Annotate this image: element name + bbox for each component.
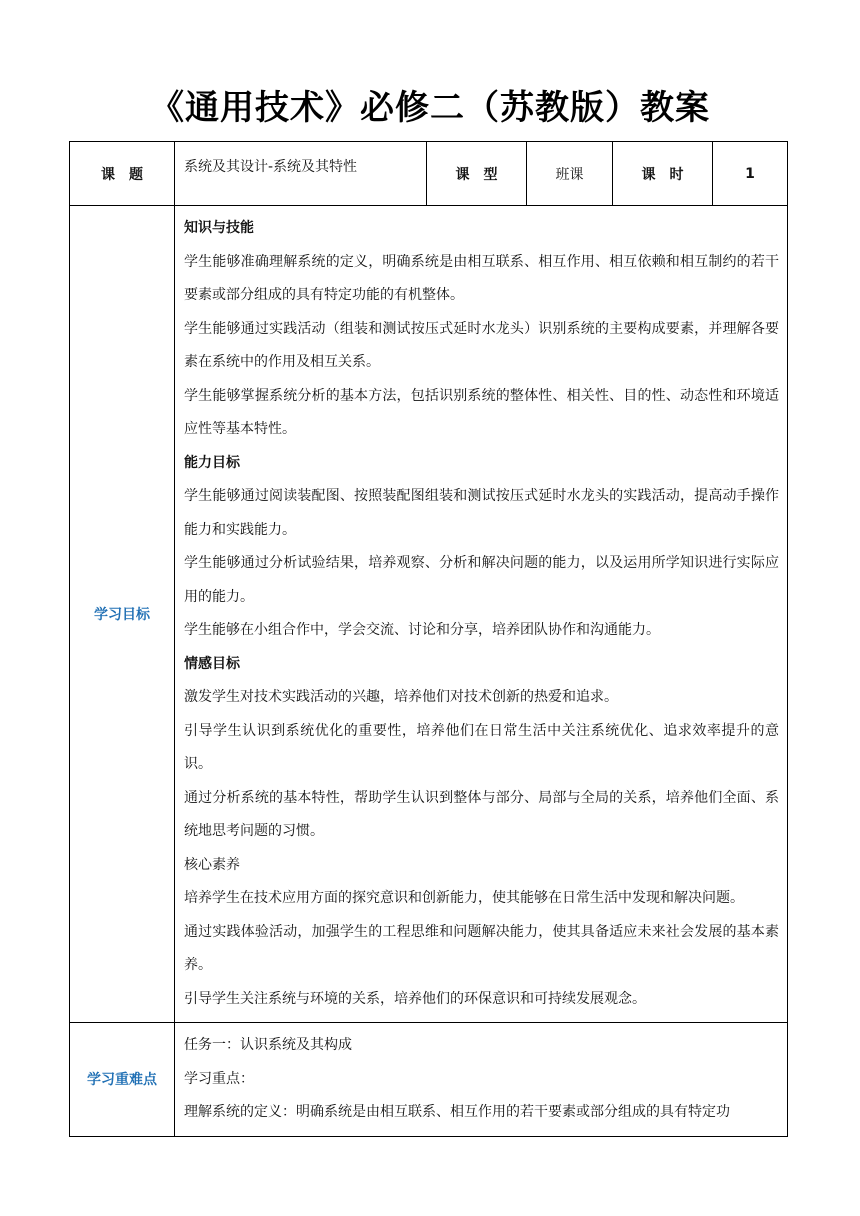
objectives-row [70, 206, 788, 1023]
topic-label: 课 题 [70, 142, 175, 206]
key-point-line: 理解系统的定义：明确系统是由相互联系、相互作用的若干要素或部分组成的具有特定功 [184, 1104, 730, 1120]
key-points-row [70, 1023, 788, 1137]
objective-section-heading: 情感目标 [184, 655, 240, 672]
objective-paragraph: 学生能够准确理解系统的定义，明确系统是由相互联系、相互作用、相互依赖和相互制约的若干要素或部分组成的具有特定功能的有机整体。 [184, 253, 779, 303]
header-row [70, 142, 788, 206]
objective-paragraph: 激发学生对技术实践活动的兴趣，培养他们对技术创新的热爱和追求。 [184, 689, 618, 705]
objective-paragraph: 培养学生在技术应用方面的探究意识和创新能力，使其能够在日常生活中发现和解决问题。 [184, 890, 744, 906]
objective-paragraph: 通过分析系统的基本特性，帮助学生认识到整体与部分、局部与全局的关系，培养他们全面、系统地思考问题的习惯。 [184, 789, 779, 839]
type-value: 班课 [527, 142, 613, 206]
key-points-label: 学习重难点 [70, 1023, 175, 1137]
document-title: 《通用技术》必修二（苏教版）教案 [150, 88, 710, 128]
objective-paragraph: 通过实践体验活动，加强学生的工程思维和问题解决能力，使其具备适应未来社会发展的基本素养。 [184, 923, 779, 973]
key-point-line: 任务一：认识系统及其构成 [184, 1037, 352, 1053]
lesson-plan-table [69, 141, 788, 1137]
objective-section-heading: 核心素养 [184, 856, 240, 873]
key-point-line: 学习重点： [184, 1070, 254, 1087]
objective-paragraph: 引导学生关注系统与环境的关系，培养他们的环保意识和可持续发展观念。 [184, 990, 646, 1007]
type-label: 课 型 [427, 142, 527, 206]
objective-paragraph: 学生能够掌握系统分析的基本方法，包括识别系统的整体性、相关性、目的性、动态性和环境适应性等基本特性。 [184, 387, 779, 437]
objective-paragraph: 学生能够在小组合作中，学会交流、讨论和分享，培养团队协作和沟通能力。 [184, 622, 660, 638]
objective-paragraph: 学生能够通过阅读装配图、按照装配图组装和测试按压式延时水龙头的实践活动，提高动手操作能力和实践能力。 [184, 488, 779, 538]
objective-paragraph: 学生能够通过分析试验结果，培养观察、分析和解决问题的能力，以及运用所学知识进行实际应用的能力。 [184, 555, 779, 605]
key-points-content [175, 1023, 788, 1137]
objectives-content [175, 206, 788, 1023]
objectives-label: 学习目标 [70, 206, 175, 1023]
objective-paragraph: 学生能够通过实践活动（组装和测试按压式延时水龙头）识别系统的主要构成要素，并理解各要素在系统中的作用及相互关系。 [184, 320, 779, 370]
topic-value: 系统及其设计-系统及其特性 [175, 142, 427, 206]
hours-label: 课 时 [613, 142, 713, 206]
hours-value: 1 [713, 142, 788, 206]
objective-paragraph: 引导学生认识到系统优化的重要性，培养他们在日常生活中关注系统优化、追求效率提升的意识。 [184, 722, 779, 772]
objective-section-heading: 知识与技能 [184, 220, 254, 236]
objective-section-heading: 能力目标 [184, 454, 240, 471]
